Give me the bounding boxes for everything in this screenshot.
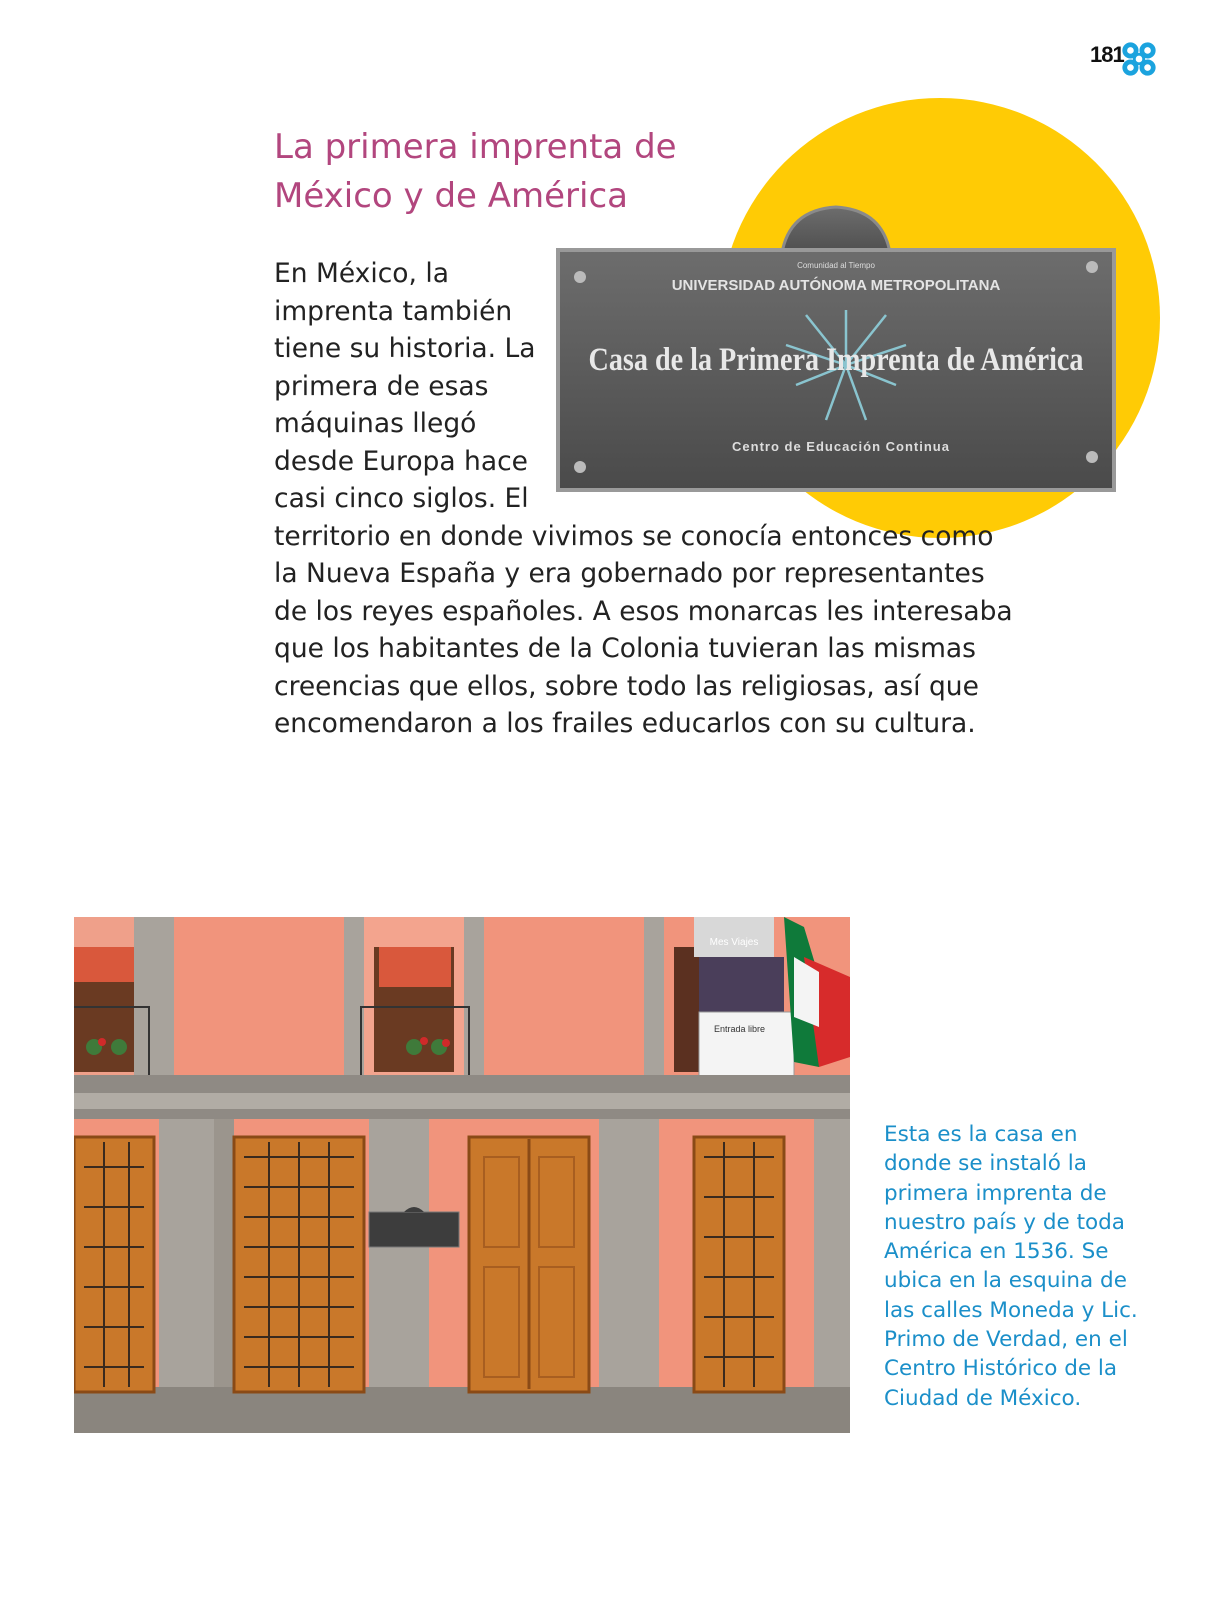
photo-caption: Esta es la casa en donde se instaló la primera imprenta de nuestro país y de toda América en 1536. Se ubica en la esquina de las calles Moneda y Lic. Primo de Verdad, en el Centro Histórico de la Ciudad de México. [884, 1122, 1138, 1411]
page-number: 181 [1090, 42, 1124, 67]
body-paragraph [274, 255, 1014, 743]
house-photo [74, 917, 850, 1433]
plaque-university: UNIVERSIDAD AUTÓNOMA METROPOLITANA [671, 277, 1001, 294]
banner-sign: Entrada libre [714, 1024, 766, 1034]
banner-title: Mes Viajes [709, 937, 759, 948]
plaque-float-spacer [544, 255, 1014, 500]
plaque-small-text: Comunidad al Tiempo [797, 261, 875, 270]
page-title: La primera imprenta de México y de América [274, 127, 677, 216]
body-text: En México, la imprenta también tiene su historia. La primera de esas máquinas llegó desde Europa hace casi cinco siglos. El territorio en donde vivimos se conocía entonces como la Nueva España y era gobernado por representantes de los reyes españoles. A esos monarcas les interesaba que los habitantes de la Colonia tuvieran las mismas creencias que ellos, sobre todo las religiosas, así que encomendaron a los frailes educarlos con su cultura. [274, 258, 1013, 739]
plaque-name: Casa de la Primera Imprenta de América [588, 342, 1084, 378]
flower-ornament-icon [1120, 40, 1158, 78]
plaque-bottom: Centro de Educación Continua [732, 439, 950, 454]
